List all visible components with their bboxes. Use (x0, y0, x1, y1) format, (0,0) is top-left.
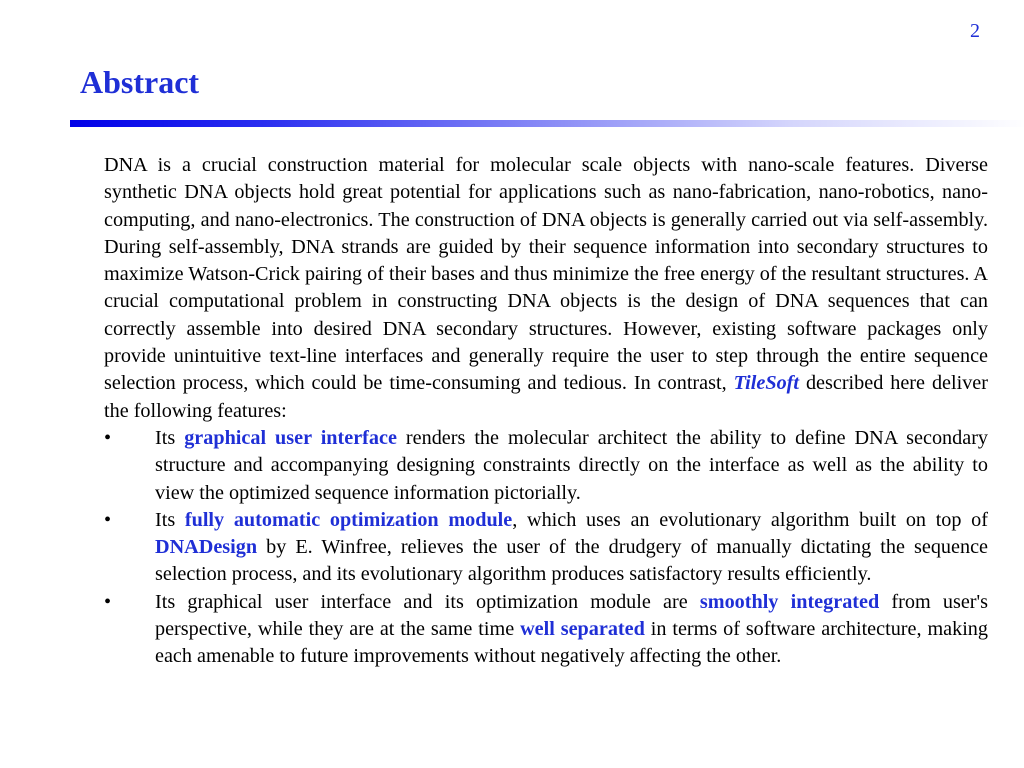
bullet-marker: • (104, 590, 112, 613)
feature-item-optimization (104, 507, 988, 589)
abstract-paragraph (104, 152, 988, 425)
feature-text: by E. Winfree, relieves the user of the drudgery of manually dictating the sequence selection process, and its evolutionary algorithm produces satisfactory results efficiently. (155, 536, 988, 586)
feature-text: from user's perspective, while they are at the same time (155, 590, 988, 641)
page-number: 2 (970, 20, 980, 42)
feature-item-gui (104, 425, 988, 507)
feature-highlight: graphical user interface (184, 426, 397, 449)
feature-text: Its (155, 426, 185, 449)
feature-text: Its (155, 508, 185, 531)
feature-text: Its graphical user interface and its optimization module are (155, 590, 700, 613)
abstract-text: DNA is a crucial construction material for molecular scale objects with nano-scale features. Diverse synthetic DNA objects hold great potential for applications such as nano-fabrication, nano-robotics, nano-computing, and nano-electronics. The construction of DNA objects is generally carried out via self-assembly. During self-assembly, DNA strands are guided by their sequence information into secondary structures to maximize Watson-Crick pairing of their bases and thus minimize the free energy of the resultant structures. A crucial computational problem in constructing DNA objects is the design of DNA sequences that can correctly assemble into desired DNA secondary structures. However, existing software packages only provide unintuitive text-line interfaces and generally require the user to step through the entire sequence selection process, which could be time-consuming and tedious. In contrast, (104, 154, 988, 395)
feature-text: renders the molecular architect the ability to define DNA secondary structure and accompanying designing constraints directly on the interface as well as the ability to view the optimized sequence information pictorially. (155, 426, 989, 504)
feature-highlight: DNADesign (155, 536, 258, 559)
feature-text: in terms of software architecture, making each amenable to future improvements without negatively affecting the other. (155, 618, 988, 668)
feature-text: , which uses an evolutionary algorithm built on top of (512, 508, 988, 531)
title-divider (70, 120, 1024, 127)
slide-title: Abstract (80, 64, 200, 100)
bullet-marker: • (104, 426, 112, 449)
feature-item-integration (104, 589, 988, 671)
tool-name-highlight: TileSoft (733, 372, 799, 395)
feature-highlight: well separated (520, 618, 645, 641)
feature-highlight: fully automatic optimization module (184, 508, 513, 531)
abstract-text-end: described here deliver the following features: (104, 372, 988, 422)
bullet-marker: • (104, 508, 112, 531)
abstract-body (104, 152, 988, 671)
feature-list (104, 425, 988, 671)
feature-highlight: smoothly integrated (699, 590, 880, 613)
